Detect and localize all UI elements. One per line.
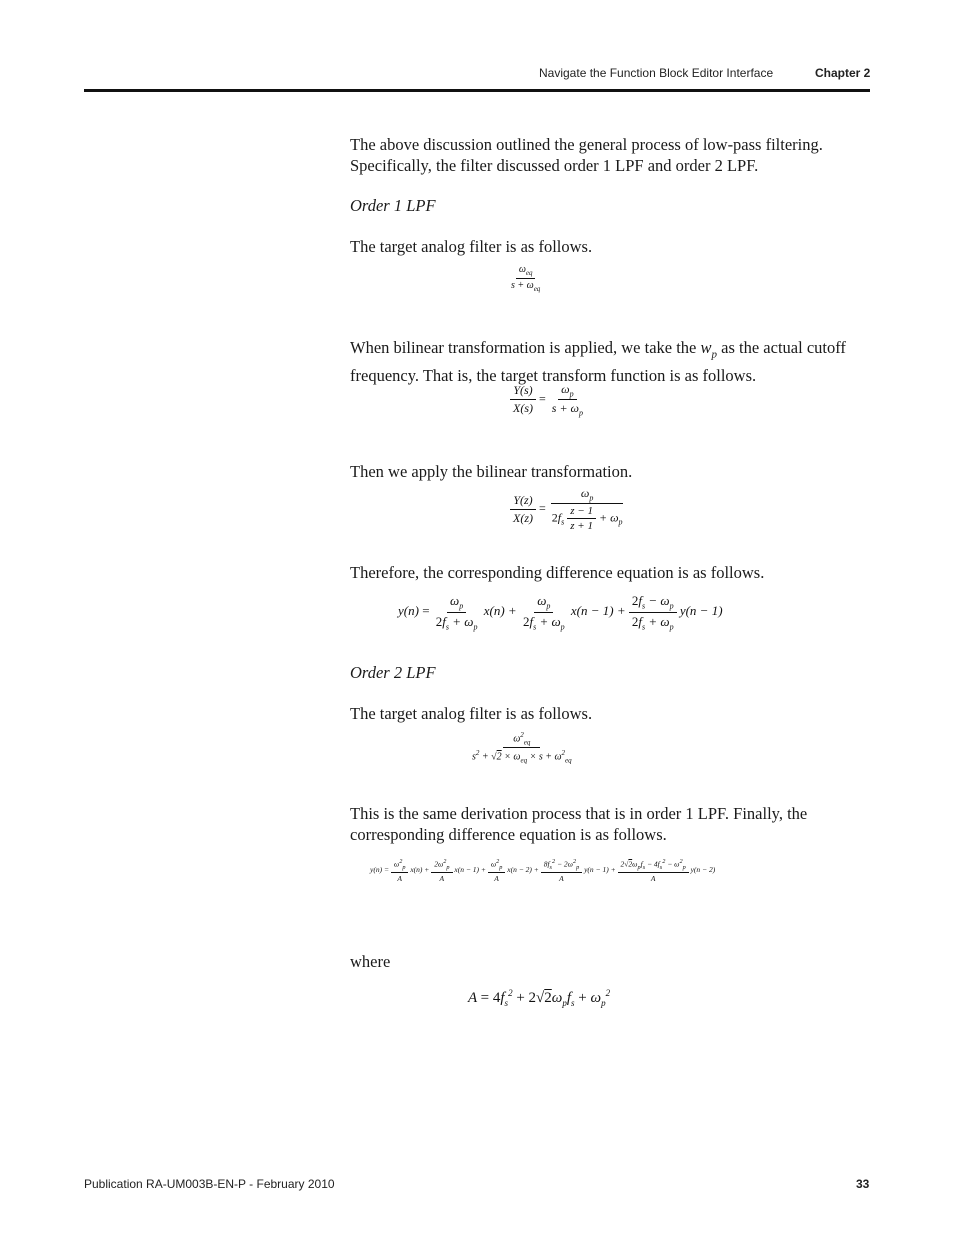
intro-paragraph: The above discussion outlined the general process of low-pass filtering. Specifically, the filter discussed order 1 LPF and order 2 LPF.	[350, 135, 823, 175]
equation-order1-transfer-s: $\frac{Y(s)}{X(s)}$ = $\frac{\omega_p}{s + \omega_p}$	[510, 382, 586, 418]
header-rule	[84, 89, 870, 92]
order1-heading: Order 1 LPF	[350, 196, 436, 215]
then-apply-text: Then we apply the bilinear transformation.	[350, 462, 633, 481]
bilinear-paragraph	[350, 337, 870, 386]
equation-order1-analog: $\frac{\omega_{eq}}{s + \omega_{eq}}$	[511, 264, 541, 293]
bilinear-text-post: as the actual cutoff frequency. That is, the target transform function is as follows.	[350, 338, 846, 386]
bilinear-text-pre: When bilinear transformation is applied, we take the	[350, 338, 697, 357]
equation-order2-analog: $\frac{\omega^2_{eq}}{s^2 + √2 \times \omega_{eq} \times s + \omega^2_{eq}}$	[472, 731, 572, 765]
order2-heading: Order 2 LPF	[350, 663, 436, 682]
chapter-label: Chapter 2	[815, 66, 871, 80]
same-derivation-paragraph: This is the same derivation process that is in order 1 LPF. Finally, the corresponding difference equation is as follows.	[350, 804, 808, 844]
order1-target-text: The target analog filter is as follows.	[350, 237, 593, 256]
therefore-text: Therefore, the corresponding difference equation is as follows.	[350, 563, 765, 582]
equation-order2-difference: y(n) = $\frac{\omega^2_p}{A}$ x(n) + $\frac{2\omega^2_p}{A}$ x(n − 1) + $\frac{\omega^2_p}{A}$ x(n − 2) + $\frac{8f_s^2 - 2\omega^2_p}{A}$ y(n − 1) + $\frac{2√2\omega_pf_s - 4f_s^2 - \omega^2_p}{A}$ y(n − 2)	[370, 858, 716, 883]
order2-target-text: The target analog filter is as follows.	[350, 704, 593, 723]
publication-footer: Publication RA-UM003B-EN-P - February 2010	[84, 1177, 335, 1191]
where-text: where	[350, 952, 391, 971]
equation-order1-transfer-z: $\frac{Y(z)}{X(z)}$ = $\omega_p$ $2f_s$ $\frac{z - 1}{z + 1}$ + $\omega_p$	[510, 486, 626, 532]
equation-A-definition: $A = 4f_s^2 + 2√2\omega_pf_s + \omega_p^2$	[468, 988, 611, 1008]
wp-symbol: $w_p$	[700, 338, 718, 361]
running-header-title: Navigate the Function Block Editor Interface	[539, 66, 774, 80]
page-number: 33	[856, 1177, 870, 1191]
equation-order1-difference: y(n) = $\frac{\omega_p}{2f_s + \omega_p}$ x(n) + $\frac{\omega_p}{2f_s + \omega_p}$ x(n − 1) + $\frac{2f_s - \omega_p}{2f_s + \omega_p}$ y(n − 1)	[398, 593, 723, 632]
